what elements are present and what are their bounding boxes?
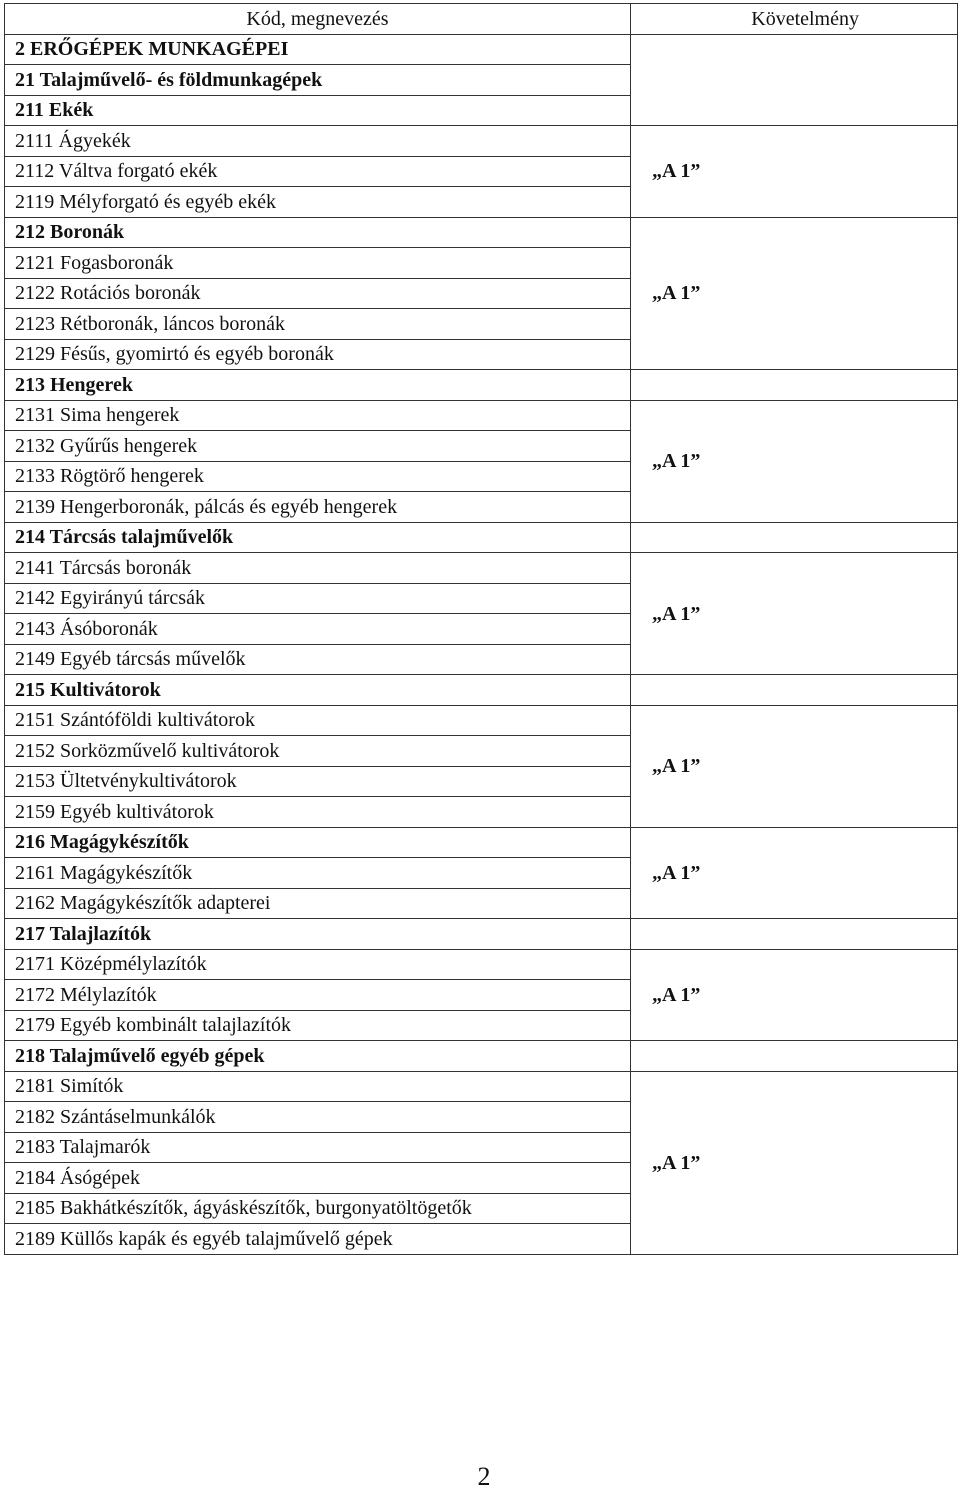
code-cell: 2161 Magágykészítők bbox=[5, 858, 631, 889]
code-cell: 21 Talajművelő- és földmunkagépek bbox=[5, 65, 631, 96]
page-number: 2 bbox=[477, 1462, 491, 1491]
code-cell: 2182 Szántáselmunkálók bbox=[5, 1102, 631, 1133]
code-cell: 2111 Ágyekék bbox=[5, 126, 631, 157]
requirement-cell: „A 1” bbox=[631, 827, 958, 919]
requirement-blank-cell bbox=[631, 1041, 958, 1072]
code-cell: 2112 Váltva forgató ekék bbox=[5, 156, 631, 187]
code-cell: 2183 Talajmarók bbox=[5, 1132, 631, 1163]
code-cell: 214 Tárcsás talajművelők bbox=[5, 522, 631, 553]
code-cell: 218 Talajművelő egyéb gépek bbox=[5, 1041, 631, 1072]
requirement-cell: „A 1” bbox=[631, 705, 958, 827]
code-cell: 2132 Gyűrűs hengerek bbox=[5, 431, 631, 462]
code-cell: 2121 Fogasboronák bbox=[5, 248, 631, 279]
code-cell: 2133 Rögtörő hengerek bbox=[5, 461, 631, 492]
table-row bbox=[5, 126, 958, 157]
code-cell: 215 Kultivátorok bbox=[5, 675, 631, 706]
code-cell: 2185 Bakhátkészítők, ágyáskészítők, burgonyatöltögetők bbox=[5, 1193, 631, 1224]
header-requirement: Követelmény bbox=[631, 4, 958, 35]
requirement-blank-cell bbox=[631, 675, 958, 706]
table-row bbox=[5, 949, 958, 980]
table-row bbox=[5, 34, 958, 65]
code-cell: 2129 Fésűs, gyomirtó és egyéb boronák bbox=[5, 339, 631, 370]
code-cell: 2189 Küllős kapák és egyéb talajművelő gépek bbox=[5, 1224, 631, 1255]
table-row bbox=[5, 919, 958, 950]
code-cell: 2131 Sima hengerek bbox=[5, 400, 631, 431]
code-cell: 2179 Egyéb kombinált talajlazítók bbox=[5, 1010, 631, 1041]
requirement-cell: „A 1” bbox=[631, 217, 958, 370]
code-cell: 2181 Simítók bbox=[5, 1071, 631, 1102]
code-cell: 212 Boronák bbox=[5, 217, 631, 248]
table-row bbox=[5, 522, 958, 553]
table-row bbox=[5, 827, 958, 858]
requirement-blank-cell bbox=[631, 370, 958, 401]
code-cell: 216 Magágykészítők bbox=[5, 827, 631, 858]
table-row bbox=[5, 1071, 958, 1102]
table-row bbox=[5, 370, 958, 401]
code-cell: 2184 Ásógépek bbox=[5, 1163, 631, 1194]
code-cell: 2122 Rotációs boronák bbox=[5, 278, 631, 309]
code-cell: 213 Hengerek bbox=[5, 370, 631, 401]
code-cell: 2159 Egyéb kultivátorok bbox=[5, 797, 631, 828]
table-row bbox=[5, 705, 958, 736]
code-cell: 2152 Sorközművelő kultivátorok bbox=[5, 736, 631, 767]
header-code: Kód, megnevezés bbox=[5, 4, 631, 35]
requirement-cell: „A 1” bbox=[631, 949, 958, 1041]
table-row bbox=[5, 675, 958, 706]
requirement-blank-cell bbox=[631, 522, 958, 553]
table-row bbox=[5, 553, 958, 584]
code-cell: 2172 Mélylazítók bbox=[5, 980, 631, 1011]
table-row bbox=[5, 217, 958, 248]
code-cell: 217 Talajlazítók bbox=[5, 919, 631, 950]
code-cell: 2139 Hengerboronák, pálcás és egyéb hengerek bbox=[5, 492, 631, 523]
code-cell: 2143 Ásóboronák bbox=[5, 614, 631, 645]
code-cell: 2119 Mélyforgató és egyéb ekék bbox=[5, 187, 631, 218]
code-cell: 2153 Ültetvénykultivátorok bbox=[5, 766, 631, 797]
code-cell: 2151 Szántóföldi kultivátorok bbox=[5, 705, 631, 736]
code-cell: 2162 Magágykészítők adapterei bbox=[5, 888, 631, 919]
requirement-cell: „A 1” bbox=[631, 553, 958, 675]
requirement-cell: „A 1” bbox=[631, 126, 958, 218]
table-row bbox=[5, 400, 958, 431]
code-cell: 2171 Középmélylazítók bbox=[5, 949, 631, 980]
requirement-blank-cell bbox=[631, 919, 958, 950]
table-row bbox=[5, 1041, 958, 1072]
code-cell: 2123 Rétboronák, láncos boronák bbox=[5, 309, 631, 340]
requirement-cell: „A 1” bbox=[631, 400, 958, 522]
table-header-row bbox=[5, 4, 958, 35]
code-cell: 2141 Tárcsás boronák bbox=[5, 553, 631, 584]
code-cell: 211 Ekék bbox=[5, 95, 631, 126]
requirements-table bbox=[4, 3, 958, 1255]
code-cell: 2 ERŐGÉPEK MUNKAGÉPEI bbox=[5, 34, 631, 65]
requirement-blank-cell bbox=[631, 34, 958, 126]
code-cell: 2149 Egyéb tárcsás művelők bbox=[5, 644, 631, 675]
requirement-cell: „A 1” bbox=[631, 1071, 958, 1254]
code-cell: 2142 Egyirányú tárcsák bbox=[5, 583, 631, 614]
